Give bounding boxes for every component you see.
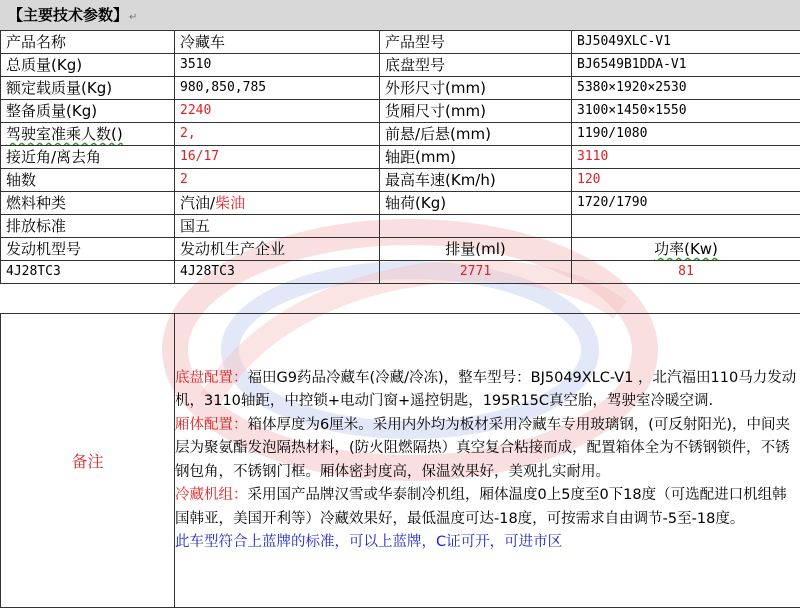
section-title: 【主要技术参数】 bbox=[8, 6, 129, 24]
spec-value: 16/17 bbox=[175, 146, 380, 169]
displacement-header: 排量(ml) bbox=[380, 238, 572, 261]
remarks-row bbox=[1, 314, 800, 608]
engine-model-header: 发动机型号 bbox=[1, 238, 175, 261]
body-config-heading: 厢体配置： bbox=[175, 416, 248, 433]
spec-value: 2, bbox=[175, 123, 380, 146]
reefer-unit-heading: 冷藏机组： bbox=[175, 487, 248, 503]
power-value: 81 bbox=[572, 261, 800, 284]
spec-value: 3110 bbox=[572, 146, 800, 169]
spec-value: 120 bbox=[572, 169, 800, 192]
spec-label: 产品型号 bbox=[380, 31, 572, 54]
section-header bbox=[0, 0, 800, 30]
spec-value: 1720/1790 bbox=[572, 192, 800, 215]
table-row bbox=[1, 192, 800, 215]
spec-label: 额定载质量(Kg) bbox=[1, 77, 175, 100]
remarks-table bbox=[0, 313, 800, 608]
displacement-value: 2771 bbox=[380, 261, 572, 284]
spec-value: 国五 bbox=[175, 215, 380, 238]
table-row bbox=[1, 215, 800, 238]
spec-value: BJ6549B1DDA-V1 bbox=[572, 54, 800, 77]
spec-label: 底盘型号 bbox=[380, 54, 572, 77]
remarks-label: 备注 bbox=[1, 314, 175, 608]
engine-model-value: 4J28TC3 bbox=[1, 261, 175, 284]
spec-label: 轴荷(Kg) bbox=[380, 192, 572, 215]
spec-value: 汽油/柴油 bbox=[175, 192, 380, 215]
chassis-config-paragraph bbox=[175, 367, 800, 414]
power-header: 功率(Kw) bbox=[572, 238, 800, 261]
spec-value bbox=[572, 215, 800, 238]
spec-label: 接近角/离去角 bbox=[1, 146, 175, 169]
body-config-text: 箱体厚度为6厘米。采用内外均为板材采用冷藏车专用玻璃钢，(可反射阳光)，中间夹层为聚氨酯发泡隔热材料，(防火阻燃隔热）真空复合粘接而成，配置箱体全为不锈钢锁件，不锈钢包角，不锈钢门框。厢体密封度高，保温效果好，美观扎实耐用。 bbox=[175, 416, 791, 480]
spec-label: 轴数 bbox=[1, 169, 175, 192]
spec-label: 外形尺寸(mm) bbox=[380, 77, 572, 100]
spec-label: 整备质量(Kg) bbox=[1, 100, 175, 123]
spec-label: 前悬/后悬(mm) bbox=[380, 123, 572, 146]
reefer-unit-paragraph bbox=[175, 484, 800, 531]
spec-label: 燃料种类 bbox=[1, 192, 175, 215]
spec-value: 2 bbox=[175, 169, 380, 192]
spec-value: 1190/1080 bbox=[572, 123, 800, 146]
spec-label: 最高车速(Km/h) bbox=[380, 169, 572, 192]
spec-value: 3510 bbox=[175, 54, 380, 77]
spec-value: 2240 bbox=[175, 100, 380, 123]
spec-value: 冷藏车 bbox=[175, 31, 380, 54]
blue-plate-note: 此车型符合上蓝牌的标准，可以上蓝牌，C证可开，可进市区 bbox=[175, 534, 563, 550]
body-config-paragraph bbox=[175, 414, 800, 485]
spec-label: 驾驶室准乘人数() bbox=[1, 123, 175, 146]
table-row bbox=[1, 100, 800, 123]
spec-label: 排放标准 bbox=[1, 215, 175, 238]
spec-value: 5380×1920×2530 bbox=[572, 77, 800, 100]
table-row bbox=[1, 146, 800, 169]
spec-value: BJ5049XLC-V1 bbox=[572, 31, 800, 54]
spec-value: 980,850,785 bbox=[175, 77, 380, 100]
spec-label: 总质量(Kg) bbox=[1, 54, 175, 77]
spec-label: 货厢尺寸(mm) bbox=[380, 100, 572, 123]
engine-maker-header: 发动机生产企业 bbox=[175, 238, 380, 261]
table-row bbox=[1, 77, 800, 100]
spec-table bbox=[0, 30, 800, 284]
spec-label: 产品名称 bbox=[1, 31, 175, 54]
table-row bbox=[1, 54, 800, 77]
table-row-engine-values bbox=[1, 261, 800, 284]
table-row bbox=[1, 169, 800, 192]
spec-label: 轴距(mm) bbox=[380, 146, 572, 169]
spec-label bbox=[380, 215, 572, 238]
chassis-config-heading: 底盘配置： bbox=[175, 369, 248, 386]
remarks-content bbox=[175, 314, 800, 608]
table-row bbox=[1, 123, 800, 146]
table-row bbox=[1, 31, 800, 54]
paragraph-mark-icon: ↵ bbox=[129, 12, 138, 23]
spec-value: 3100×1450×1550 bbox=[572, 100, 800, 123]
chassis-config-text: 福田G9药品冷藏车(冷藏/冷冻)，整车型号：BJ5049XLC-V1 ，北汽福田110马力发动机，3110轴距，中控锁+电动门窗+遥控钥匙，195R15C真空胎，驾驶室冷暖空调. bbox=[175, 369, 797, 409]
engine-maker-value: 4J28TC3 bbox=[175, 261, 380, 284]
reefer-unit-text: 采用国产品牌汉雪或华泰制冷机组，厢体温度0上5度至0下18度（可选配进口机组韩国韩亚，美国开利等）冷藏效果好，最低温度可达-18度，可按需求自由调节-5至-18度。 bbox=[175, 487, 787, 527]
table-row-engine-header bbox=[1, 238, 800, 261]
